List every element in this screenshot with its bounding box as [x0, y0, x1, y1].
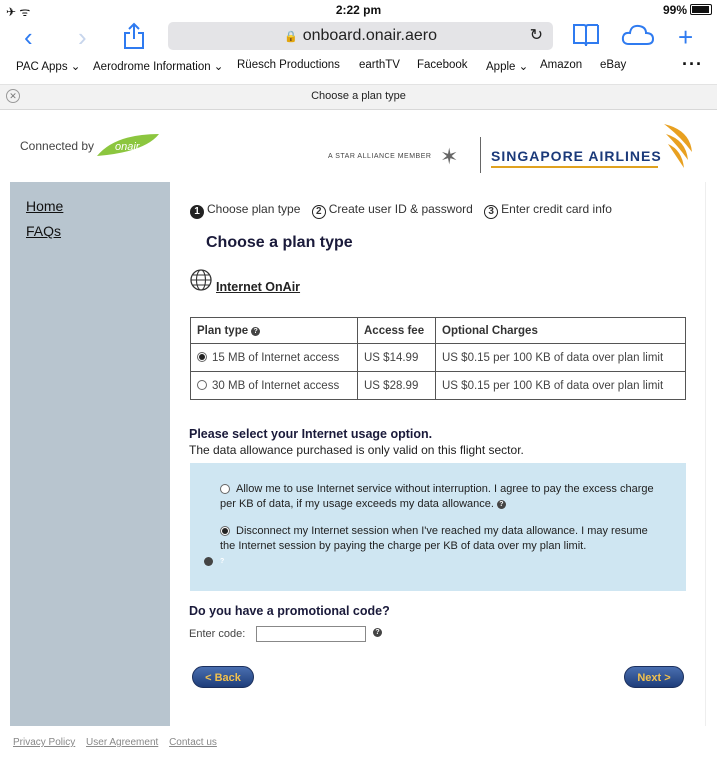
fee-cell: US $28.99: [358, 372, 436, 400]
site-header: [0, 112, 717, 180]
connected-by-label: Connected by: [20, 139, 95, 153]
step-3-label: Enter credit card info: [501, 202, 612, 216]
bookmarks-book-icon[interactable]: [572, 22, 600, 54]
new-tab-icon[interactable]: +: [678, 22, 694, 52]
onair-logo-text: onair: [115, 141, 140, 153]
plan-label: 30 MB of Internet access: [212, 379, 340, 392]
bookmark-apple[interactable]: Apple ⌄: [486, 61, 529, 73]
usage-option-allow[interactable]: [220, 482, 660, 512]
progress-steps: [190, 202, 620, 219]
status-bar: [0, 0, 717, 20]
charges-cell: US $0.15 per 100 KB of data over plan limit: [436, 372, 686, 400]
star-alliance-icon: ✶: [440, 144, 459, 169]
step-2-number: 2: [312, 205, 326, 219]
tab-bar: [0, 84, 717, 110]
lock-icon: 🔒: [283, 31, 298, 43]
header-plan-type: Plan type ?: [191, 318, 358, 344]
sidebar-item-faqs[interactable]: FAQs: [26, 223, 62, 239]
usage-heading: Please select your Internet usage option.: [189, 427, 433, 441]
airline-underline: [491, 166, 658, 168]
usage-option-disconnect-label: Disconnect my Internet session when I've reached my data allowance. I may resume the Internet session by paying the charge per KB of data over my plan limit.: [220, 525, 648, 552]
status-time: 2:22 pm: [335, 3, 382, 17]
help-icon[interactable]: ?: [251, 327, 260, 336]
globe-icon: [189, 268, 213, 292]
bookmark-ebay[interactable]: eBay: [600, 59, 627, 71]
user-agreement-link[interactable]: User Agreement: [86, 737, 159, 748]
main-content: [170, 182, 706, 726]
step-3-number: 3: [484, 205, 498, 219]
service-name: Internet OnAir: [216, 280, 301, 294]
battery-icon: [690, 4, 712, 15]
plans-table: [190, 317, 686, 400]
tab-title[interactable]: Choose a plan type: [311, 90, 406, 102]
table-row[interactable]: [191, 344, 686, 372]
plan-cell[interactable]: [191, 344, 358, 372]
help-icon[interactable]: ?: [497, 500, 506, 509]
plan-label: 15 MB of Internet access: [212, 351, 340, 364]
charges-cell: US $0.15 per 100 KB of data over plan limit: [436, 344, 686, 372]
bookmark-facebook[interactable]: Facebook: [417, 59, 468, 71]
header-access-fee: Access fee: [358, 318, 436, 344]
bookmark-amazon[interactable]: Amazon: [540, 59, 583, 71]
allow-overage-radio[interactable]: [220, 484, 230, 494]
back-icon[interactable]: ‹: [24, 22, 33, 52]
table-header-row: [191, 318, 686, 344]
step-2-label: Create user ID & password: [328, 202, 473, 216]
reload-icon[interactable]: ↻: [529, 27, 543, 44]
sidebar: [10, 182, 170, 726]
promo-label: Enter code:: [189, 628, 246, 640]
usage-option-allow-label: Allow me to use Internet service without interruption. I agree to pay the excess charge per KB of data, if my usage exceeds my data allowance.: [220, 483, 654, 510]
footer: [13, 737, 225, 748]
page-title: Choose a plan type: [206, 234, 353, 251]
icloud-tabs-icon[interactable]: [621, 22, 655, 54]
onair-logo: [95, 130, 161, 160]
header-divider: [480, 137, 481, 173]
url-text: onboard.onair.aero: [302, 27, 438, 44]
usage-option-disconnect[interactable]: [220, 524, 660, 569]
bookmark-earthtv[interactable]: earthTV: [359, 59, 400, 71]
star-alliance-label: A STAR ALLIANCE MEMBER: [328, 153, 432, 160]
share-icon[interactable]: [122, 22, 146, 56]
next-button[interactable]: Next >: [624, 666, 684, 688]
close-tab-icon[interactable]: ✕: [6, 89, 20, 103]
sidebar-item-home[interactable]: Home: [26, 198, 64, 214]
more-icon[interactable]: ···: [682, 54, 703, 74]
table-row[interactable]: [191, 372, 686, 400]
step-1-label: Choose plan type: [207, 202, 301, 216]
address-bar[interactable]: [168, 22, 553, 50]
plan-15mb-radio[interactable]: [197, 352, 207, 362]
disconnect-radio[interactable]: [220, 526, 230, 536]
contact-us-link[interactable]: Contact us: [169, 737, 217, 748]
usage-options-panel: [190, 463, 686, 591]
bookmarks-bar: [0, 56, 717, 78]
battery-percent: 99%: [662, 3, 687, 17]
step-1-number: 1: [190, 205, 204, 219]
bookmark-pac-apps[interactable]: PAC Apps ⌄: [16, 61, 81, 73]
promo-code-input[interactable]: [256, 626, 366, 642]
bookmark-aerodrome[interactable]: Aerodrome Information ⌄: [93, 61, 224, 73]
singapore-airlines-bird-icon: [660, 122, 696, 172]
bookmark-ruesch[interactable]: Rüesch Productions: [237, 59, 340, 71]
usage-subtext: The data allowance purchased is only valid on this flight sector.: [189, 443, 524, 457]
airline-name: SINGAPORE AIRLINES: [491, 148, 662, 164]
help-icon[interactable]: ?: [373, 628, 382, 637]
plan-30mb-radio[interactable]: [197, 380, 207, 390]
promo-heading: Do you have a promotional code?: [189, 604, 390, 618]
forward-icon[interactable]: ›: [78, 22, 87, 52]
airplane-wifi-icon: ✈ ᯤ: [6, 5, 31, 19]
browser-toolbar: [0, 20, 717, 54]
plan-cell[interactable]: [191, 372, 358, 400]
header-optional-charges: Optional Charges: [436, 318, 686, 344]
privacy-policy-link[interactable]: Privacy Policy: [13, 737, 76, 748]
help-icon[interactable]: ?: [204, 557, 213, 566]
fee-cell: US $14.99: [358, 344, 436, 372]
back-button[interactable]: < Back: [192, 666, 254, 688]
